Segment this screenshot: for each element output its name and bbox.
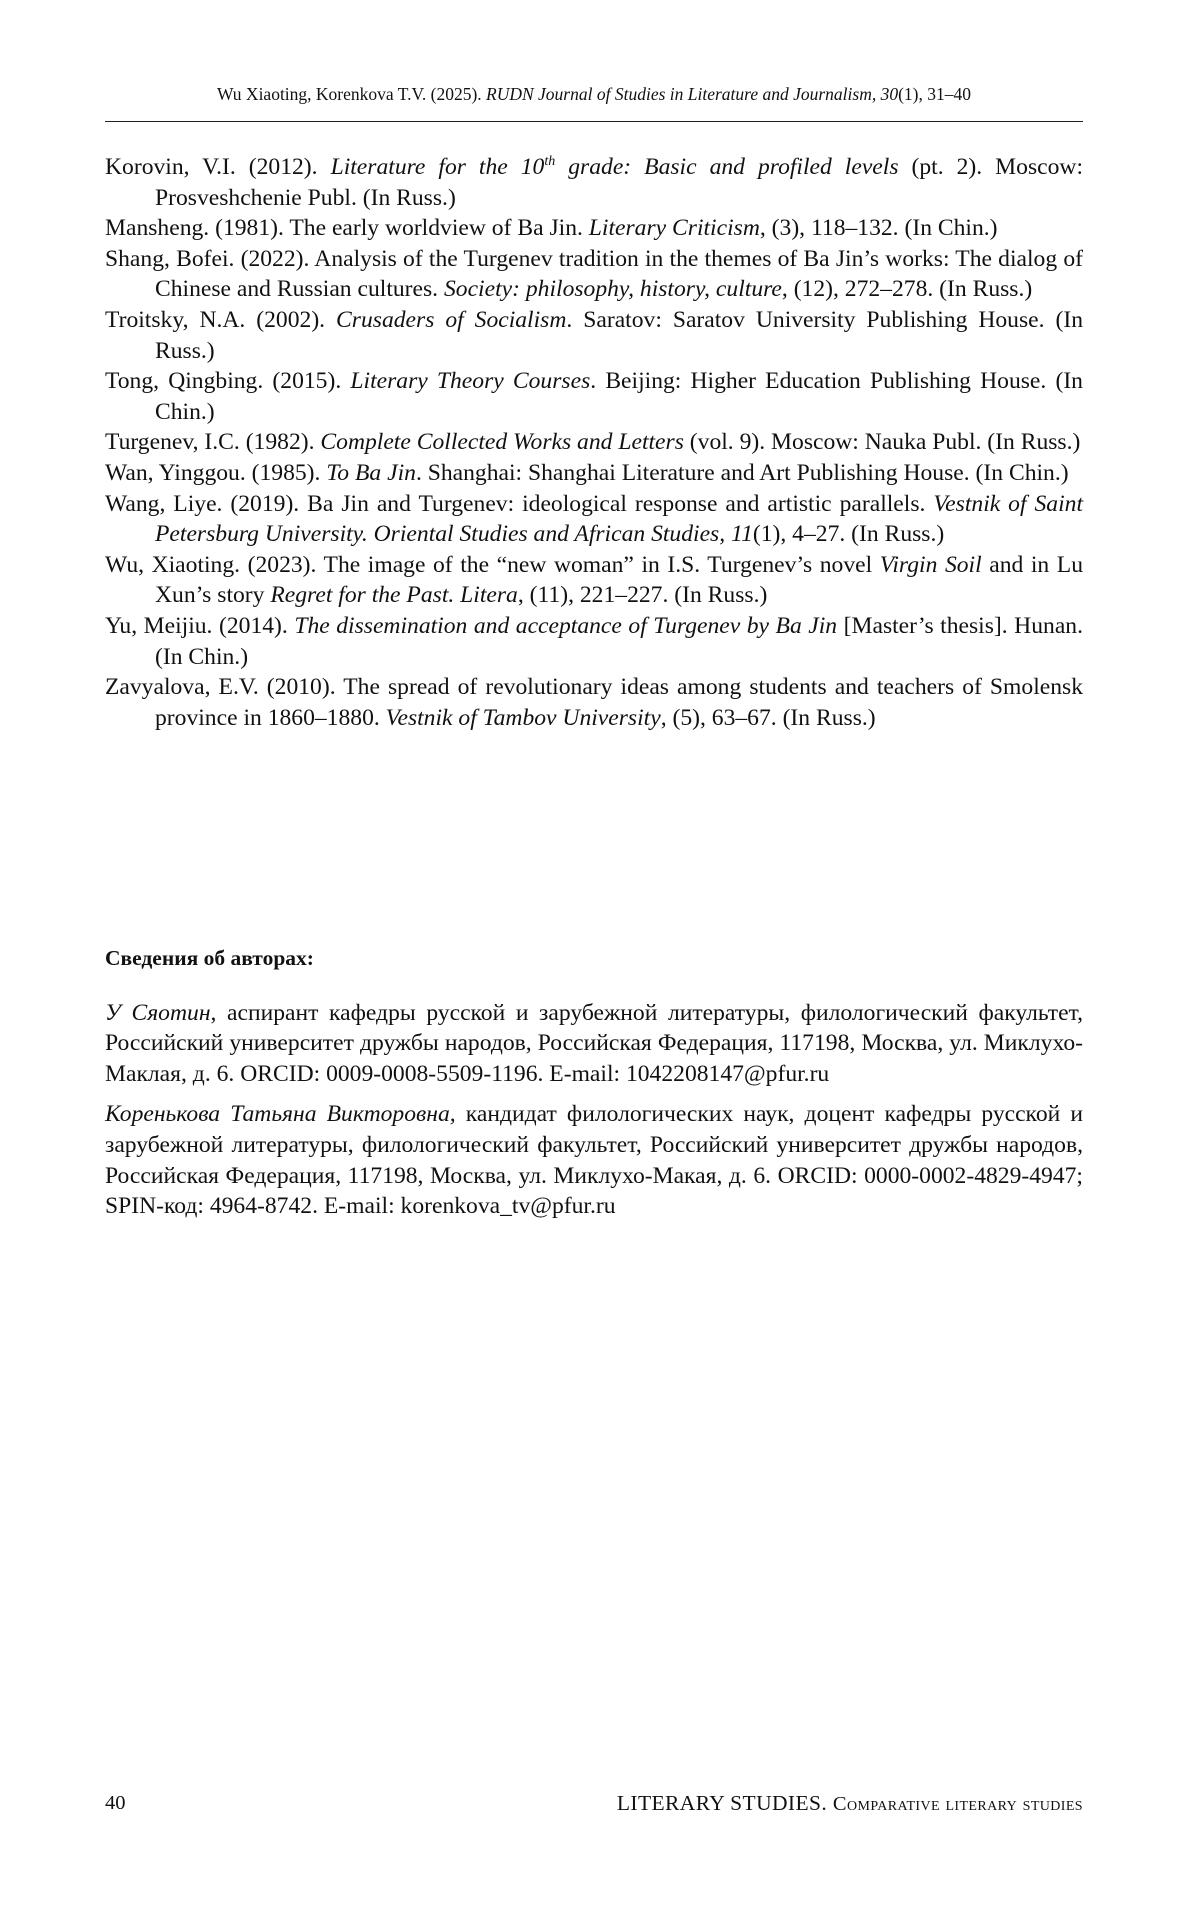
reference-title: Virgin Soil (880, 552, 982, 578)
reference-item: Yu, Meijiu. (2014). The dissemination and acceptance of Turgenev by Ba Jin [Master’s thesis]. Hunan. (In Chin.) (105, 611, 1083, 672)
reference-item: Zavyalova, E.V. (2010). The spread of revolutionary ideas among students and teachers of Smolensk province in 1860–1880. Vestnik of Tambov University, (5), 63–67. (In Russ.) (105, 672, 1083, 733)
reference-item: Troitsky, N.A. (2002). Crusaders of Socialism. Saratov: Saratov University Publishing House. (In Russ.) (105, 305, 1083, 366)
reference-title: Complete Collected Works and Letters (320, 429, 683, 455)
reference-title: Society: philosophy, history, culture (444, 276, 782, 302)
reference-item: Wu, Xiaoting. (2023). The image of the “new woman” in I.S. Turgenev’s novel Virgin Soil and in Lu Xun’s story Regret for the Past. Litera, (11), 221–227. (In Russ.) (105, 550, 1083, 611)
page-number: 40 (105, 1790, 126, 1816)
reference-item: Mansheng. (1981). The early worldview of Ba Jin. Literary Criticism, (3), 118–132. (In Chin.) (105, 213, 1083, 244)
reference-title: The dissemination and acceptance of Turgenev by Ba Jin (294, 613, 837, 639)
reference-item: Tong, Qingbing. (2015). Literary Theory Courses. Beijing: Higher Education Publishing House. (In Chin.) (105, 366, 1083, 427)
header-journal: RUDN Journal of Studies in Literature and Journalism, 30 (486, 84, 898, 104)
reference-title: Vestnik of Tambov University (386, 705, 661, 731)
reference-item: Wang, Liye. (2019). Ba Jin and Turgenev: ideological response and artistic parallels. Vestnik of Saint Petersburg University. Oriental Studies and African Studies, 11(1), 4–27. (In Russ.) (105, 489, 1083, 550)
about-authors (105, 943, 1083, 1232)
reference-title: Literary Criticism (589, 215, 760, 241)
reference-title: Literary Theory Courses (350, 368, 590, 394)
author-name: У Сяотин (105, 1000, 211, 1026)
reference-item: Turgenev, I.C. (1982). Complete Collected Works and Letters (vol. 9). Moscow: Nauka Publ. (In Russ.) (105, 427, 1083, 458)
header-pages: (1), 31–40 (898, 84, 971, 104)
about-authors-title: Сведения об авторах: (105, 943, 1083, 974)
reference-title: Vestnik of Saint Petersburg University. Oriental Studies and African Studies, 11 (155, 491, 1083, 548)
reference-title: Literature for the 10th grade: Basic and profiled levels (331, 154, 899, 180)
section-label: LITERARY STUDIES. Comparative literary studies (617, 1790, 1083, 1817)
reference-title: Regret for the Past. Litera (270, 582, 518, 608)
header-rule (105, 121, 1083, 122)
author-info: У Сяотин, аспирант кафедры русской и зарубежной литературы, филологический факультет, Российский университет дружбы народов, Российская Федерация, 117198, Москва, ул. Миклухо-Маклая, д. 6. ORCID: 0009-0008-5509-1196. E-mail: 1042208147@pfur.ru (105, 998, 1083, 1090)
reference-title: Crusaders of Socialism (336, 307, 566, 333)
header-authors: Wu Xiaoting, Korenkova T.V. (2025). (217, 84, 486, 104)
running-head (105, 83, 1083, 105)
author-info: Коренькова Татьяна Викторовна, кандидат филологических наук, доцент кафедры русской и зарубежной литературы, филологический факультет, Российский университет дружбы народов, Российская Федерация, 117198, Москва, ул. Миклухо-Макая, д. 6. ORCID: 0000-0002-4829-4947; SPIN-код: 4964-8742. E-mail: korenkova_tv@pfur.ru (105, 1099, 1083, 1221)
reference-title: To Ba Jin (326, 460, 416, 486)
reference-list (105, 152, 1083, 733)
reference-item: Korovin, V.I. (2012). Literature for the 10th grade: Basic and profiled levels (pt. 2). Moscow: Prosveshchenie Publ. (In Russ.) (105, 152, 1083, 213)
reference-item: Wan, Yinggou. (1985). To Ba Jin. Shanghai: Shanghai Literature and Art Publishing House. (In Chin.) (105, 458, 1083, 489)
reference-item: Shang, Bofei. (2022). Analysis of the Turgenev tradition in the themes of Ba Jin’s works: The dialog of Chinese and Russian cultures. Society: philosophy, history, culture, (12), 272–278. (In Russ.) (105, 244, 1083, 305)
author-name: Коренькова Татьяна Викторовна, (105, 1101, 456, 1127)
